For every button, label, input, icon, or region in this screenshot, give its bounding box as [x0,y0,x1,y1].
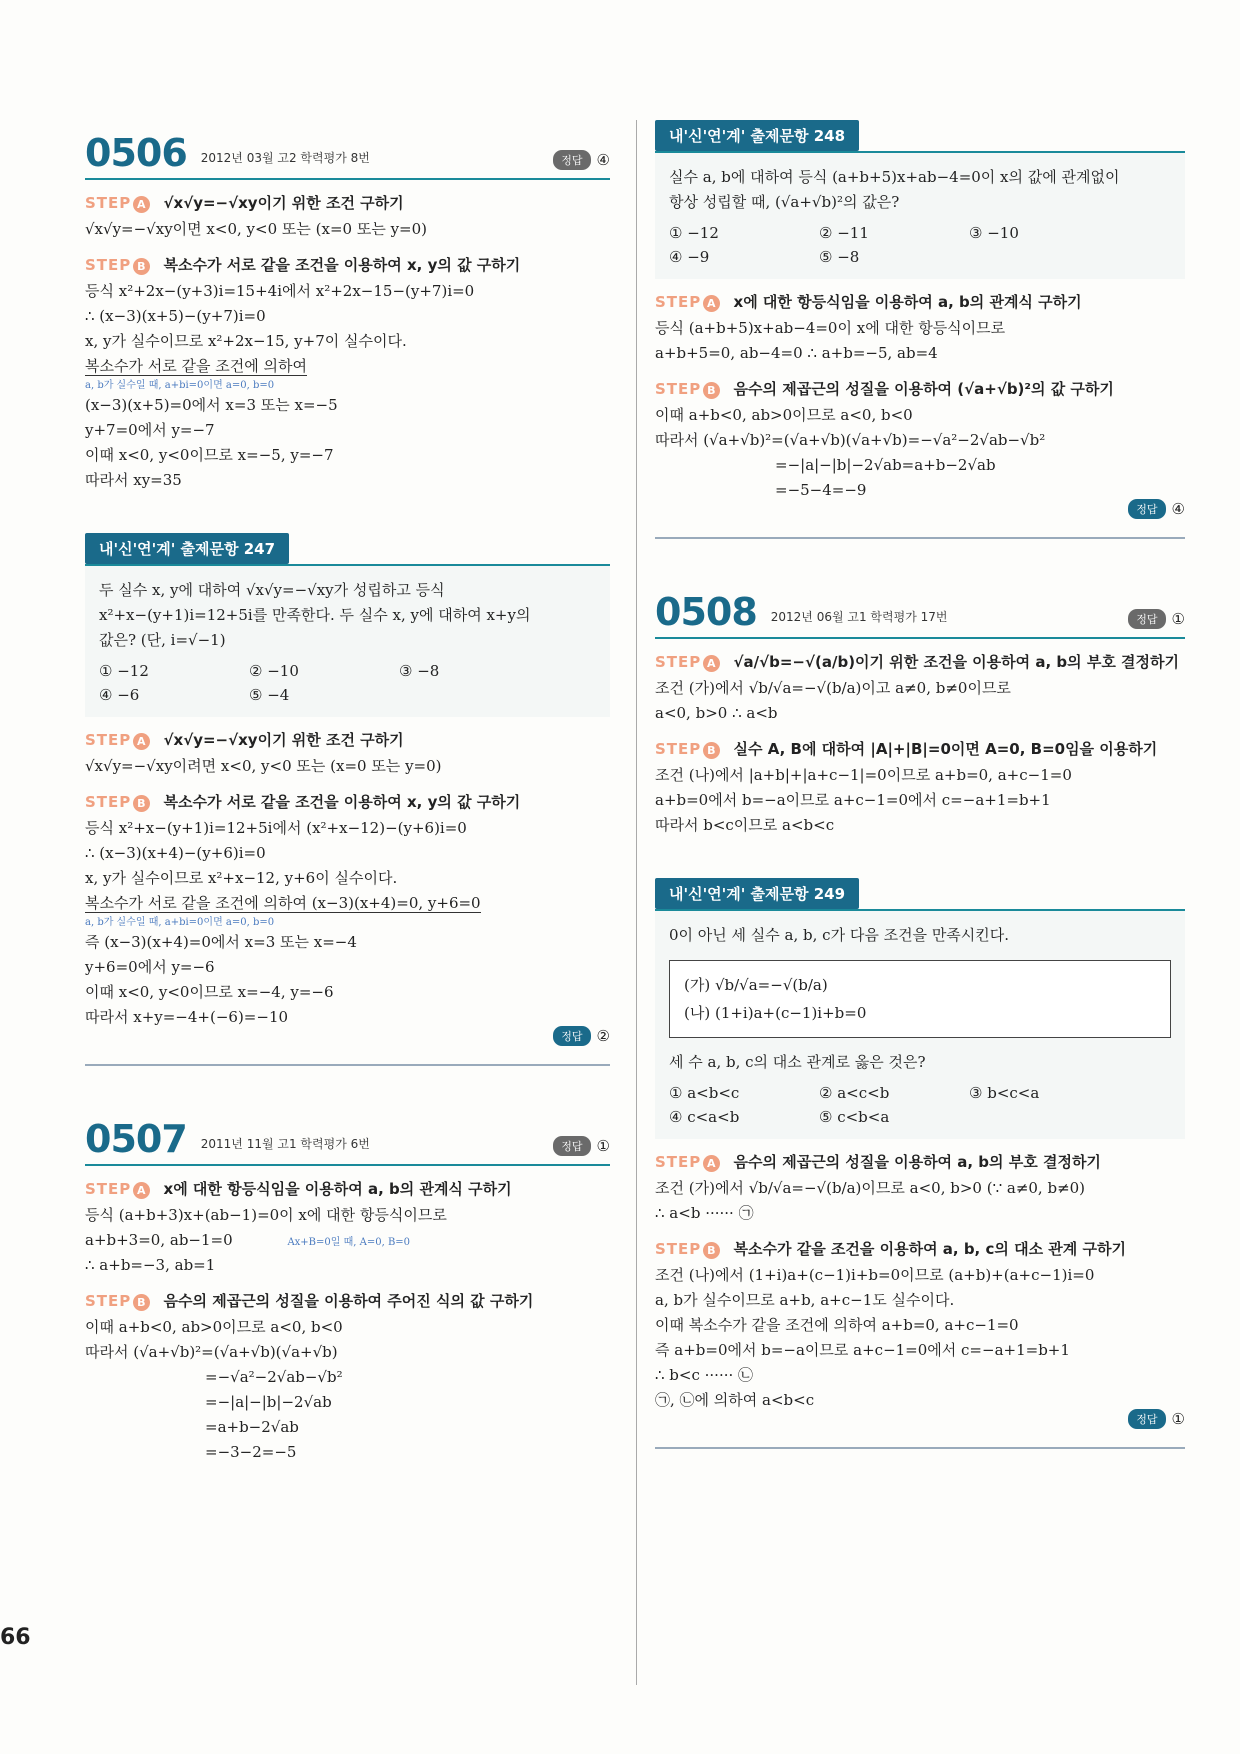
step-b-heading [85,254,610,275]
solution-line: √x√y=−√xy이면 x<0, y<0 또는 (x=0 또는 y=0) [85,220,428,238]
section-separator [655,1447,1185,1449]
answer-badge: 정답 [1128,609,1165,629]
problem-number: 0507 [85,1117,187,1161]
solution-line: 따라서 (√a+√b)²=(√a+√b)(√a+√b) [85,1343,338,1361]
answer-choices [99,659,596,707]
step-b-tag: STEP B [85,256,150,274]
choice-5: ⑤ −8 [819,248,860,266]
choice-4: ④ −9 [669,248,710,266]
condition-box [669,960,1171,1038]
step-a-tag: STEP A [655,1153,720,1171]
step-b-tag: STEP B [655,740,720,758]
question-line: 0이 아닌 세 실수 a, b, c가 다음 조건을 만족시킨다. [669,926,1010,944]
step-title: √x√y=−√xy이기 위한 조건 구하기 [163,731,404,749]
solution-line: 조건 (가)에서 √b/√a=−√(b/a)이므로 a<0, b>0 (∵ a≠0, b≠0) [655,1179,1086,1197]
solution-line: 조건 (가)에서 √b/√a=−√(b/a)이고 a≠0, b≠0이므로 [655,679,1011,697]
choice-5: ⑤ −4 [249,686,290,704]
choice-3: ③ −10 [969,224,1019,242]
step-b-heading [655,1238,1185,1259]
side-note: a, b가 실수일 때, a+bi=0이면 a=0, b=0 [85,917,275,928]
solution-line: =−√a²−2√ab−√b² [205,1368,343,1386]
step-b-heading [85,791,610,812]
choice-2: ② a<c<b [819,1084,890,1102]
answer-value: ② [596,1027,610,1045]
step-b-tag: STEP B [655,1240,720,1258]
left-column [85,120,610,1465]
solution-line: √x√y=−√xy이려면 x<0, y<0 또는 (x=0 또는 y=0) [85,757,442,775]
step-title: 음수의 제곱근의 성질을 이용하여 주어진 식의 값 구하기 [163,1292,534,1310]
solution-line: x, y가 실수이므로 x²+x−12, y+6이 실수이다. [85,869,398,887]
step-title: 실수 A, B에 대하여 |A|+|B|=0이면 A=0, B=0임을 이용하기 [733,740,1158,758]
solution-line: 조건 (나)에서 (1+i)a+(c−1)i+b=0이므로 (a+b)+(a+c−1)i=0 [655,1266,1095,1284]
solution-line: 즉 a+b=0에서 b=−a이므로 a+c−1=0에서 c=−a+1=b+1 [655,1341,1070,1359]
answer-indicator [655,499,1185,519]
solution-line: ㉠, ㉡에 의하여 a<b<c [655,1391,815,1409]
choice-2: ② −11 [819,224,869,242]
side-note: Ax+B=0일 때, A=0, B=0 [287,1237,411,1248]
step-b-tag: STEP B [655,380,720,398]
step-title: x에 대한 항등식임을 이용하여 a, b의 관계식 구하기 [163,1180,512,1198]
solution-line: y+6=0에서 y=−6 [85,958,215,976]
linked-problem-248 [655,120,1185,153]
step-a-heading [85,192,610,213]
question-line: 값은? (단, i=√−1) [99,631,226,649]
solution-line: a+b=0에서 b=−a이므로 a+c−1=0에서 c=−a+1=b+1 [655,791,1051,809]
solution-line: =−5−4=−9 [775,481,867,499]
choice-5: ⑤ c<b<a [819,1108,890,1126]
solution-line: 복소수가 서로 같을 조건에 의하여 [85,357,307,375]
step-a-tag: STEP A [85,194,150,212]
problem-number: 0506 [85,131,187,175]
solution-line: 이때 x<0, y<0이므로 x=−4, y=−6 [85,983,334,1001]
problem-number: 0508 [655,590,757,634]
linked-problem-label: 내'신'연'계' 출제문항 247 [85,533,289,564]
step-b-heading [655,738,1185,759]
answer-choices [669,221,1171,269]
answer-badge: 정답 [553,1136,590,1156]
step-b-heading [655,378,1185,399]
step-a-heading [655,651,1185,672]
question-line: x²+x−(y+1)i=12+5i를 만족한다. 두 실수 x, y에 대하여 x+y의 [99,606,531,624]
answer-indicator [553,1136,610,1156]
step-b-tag: STEP B [85,1292,150,1310]
solution-line: 등식 x²+x−(y+1)i=12+5i에서 (x²+x−12)−(y+6)i=0 [85,819,467,837]
linked-problem-249 [655,878,1185,911]
solution-line: 등식 (a+b+5)x+ab−4=0이 x에 대한 항등식이므로 [655,319,1006,337]
solution-line: x, y가 실수이므로 x²+2x−15, y+7이 실수이다. [85,332,407,350]
answer-choices [669,1081,1171,1129]
answer-value: ① [1171,610,1185,628]
step-title: 복소수가 같을 조건을 이용하여 a, b, c의 대소 관계 구하기 [733,1240,1126,1258]
solution-line: a+b+3=0, ab−1=0 Ax+B=0일 때, A=0, B=0 [85,1231,411,1249]
problem-source: 2012년 03월 고2 학력평가 8번 [200,151,370,165]
linked-problem-label: 내'신'연'계' 출제문항 248 [655,120,859,151]
question-line: 세 수 a, b, c의 대소 관계로 옳은 것은? [669,1053,926,1071]
step-a-heading [85,729,610,750]
linked-problem-249-body [655,911,1185,1139]
step-a-tag: STEP A [655,653,720,671]
step-title: 복소수가 서로 같을 조건을 이용하여 x, y의 값 구하기 [163,256,521,274]
solution-line: ∴ a+b=−3, ab=1 [85,1256,216,1274]
solution-line: 등식 (a+b+3)x+(ab−1)=0이 x에 대한 항등식이므로 [85,1206,447,1224]
step-a-tag: STEP A [655,293,720,311]
solution-line: ∴ (x−3)(x+5)−(y+7)i=0 [85,307,266,325]
solution-line: 조건 (나)에서 |a+b|+|a+c−1|=0이므로 a+b=0, a+c−1=0 [655,766,1072,784]
step-title: 음수의 제곱근의 성질을 이용하여 a, b의 부호 결정하기 [733,1153,1101,1171]
choice-4: ④ −6 [99,686,140,704]
solution-line: 이때 a+b<0, ab>0이므로 a<0, b<0 [85,1318,343,1336]
linked-problem-247-body [85,566,610,717]
side-note: a, b가 실수일 때, a+bi=0이면 a=0, b=0 [85,380,275,391]
problem-0508-header [655,579,1185,639]
step-b-heading [85,1290,610,1311]
solution-line: 따라서 b<c이므로 a<b<c [655,816,835,834]
solution-line: =−|a|−|b|−2√ab=a+b−2√ab [775,456,996,474]
solution-line: ∴ b<c ······ ㉡ [655,1366,754,1384]
linked-problem-248-body [655,153,1185,279]
step-a-heading [85,1178,610,1199]
answer-badge: 정답 [1128,499,1165,519]
solution-line: ∴ (x−3)(x+4)−(y+6)i=0 [85,844,266,862]
problem-source: 2012년 06월 고1 학력평가 17번 [770,610,948,624]
question-line: 항상 성립할 때, (√a+√b)²의 값은? [669,193,900,211]
condition-b: (나) (1+i)a+(c−1)i+b=0 [684,1004,867,1022]
solution-line: (x−3)(x+5)=0에서 x=3 또는 x=−5 [85,396,338,414]
solution-line: 이때 복소수가 같을 조건에 의하여 a+b=0, a+c−1=0 [655,1316,1019,1334]
step-a-heading [655,291,1185,312]
column-divider [636,120,637,1685]
solution-line: a+b+5=0, ab−4=0 ∴ a+b=−5, ab=4 [655,344,938,362]
question-line: 두 실수 x, y에 대하여 √x√y=−√xy가 성립하고 등식 [99,581,445,599]
step-title: √x√y=−√xy이기 위한 조건 구하기 [163,194,404,212]
solution-line: a, b가 실수이므로 a+b, a+c−1도 실수이다. [655,1291,955,1309]
solution-line: 즉 (x−3)(x+4)=0에서 x=3 또는 x=−4 [85,933,357,951]
solution-line: =−3−2=−5 [205,1443,297,1461]
step-b-tag: STEP B [85,793,150,811]
solution-line: 복소수가 서로 같을 조건에 의하여 (x−3)(x+4)=0, y+6=0 [85,894,481,912]
choice-2: ② −10 [249,662,299,680]
answer-indicator [1128,609,1185,629]
solution-line: 따라서 xy=35 [85,471,182,489]
step-title: √a/√b=−√(a/b)이기 위한 조건을 이용하여 a, b의 부호 결정하기 [733,653,1179,671]
step-a-tag: STEP A [85,1180,150,1198]
right-column [655,120,1185,1449]
solution-line: =−|a|−|b|−2√ab [205,1393,332,1411]
answer-badge: 정답 [553,1026,590,1046]
choice-3: ③ b<c<a [969,1084,1040,1102]
linked-problem-247 [85,533,610,566]
choice-1: ① −12 [669,224,719,242]
step-a-heading [655,1151,1185,1172]
solution-line: 등식 x²+2x−(y+3)i=15+4i에서 x²+2x−15−(y+7)i=0 [85,282,475,300]
answer-value: ① [596,1137,610,1155]
answer-value: ① [1171,1410,1185,1428]
step-a-tag: STEP A [85,731,150,749]
problem-source: 2011년 11월 고1 학력평가 6번 [200,1137,370,1151]
step-title: 복소수가 서로 같을 조건을 이용하여 x, y의 값 구하기 [163,793,521,811]
solution-line: 따라서 (√a+√b)²=(√a+√b)(√a+√b)=−√a²−2√ab−√b² [655,431,1046,449]
step-title: x에 대한 항등식임을 이용하여 a, b의 관계식 구하기 [733,293,1082,311]
choice-3: ③ −8 [399,662,440,680]
problem-0506-header [85,120,610,180]
solution-line: a<0, b>0 ∴ a<b [655,704,778,722]
question-line: 실수 a, b에 대하여 등식 (a+b+5)x+ab−4=0이 x의 값에 관계없이 [669,168,1120,186]
choice-4: ④ c<a<b [669,1108,740,1126]
answer-value: ④ [1171,500,1185,518]
solution-line: 이때 a+b<0, ab>0이므로 a<0, b<0 [655,406,913,424]
solution-line: y+7=0에서 y=−7 [85,421,215,439]
answer-badge: 정답 [1128,1409,1165,1429]
page-number: 66 [0,1625,31,1650]
linked-problem-label: 내'신'연'계' 출제문항 249 [655,878,859,909]
problem-0507-header [85,1106,610,1166]
condition-a: (가) √b/√a=−√(b/a) [684,976,828,994]
solution-line: =a+b−2√ab [205,1418,299,1436]
answer-indicator [553,150,610,170]
solution-line: 따라서 x+y=−4+(−6)=−10 [85,1008,289,1026]
choice-1: ① −12 [99,662,149,680]
answer-badge: 정답 [553,150,590,170]
answer-value: ④ [596,151,610,169]
choice-1: ① a<b<c [669,1084,740,1102]
solution-line: ∴ a<b ······ ㉠ [655,1204,754,1222]
solution-line: 이때 x<0, y<0이므로 x=−5, y=−7 [85,446,334,464]
step-title: 음수의 제곱근의 성질을 이용하여 (√a+√b)²의 값 구하기 [733,380,1114,398]
